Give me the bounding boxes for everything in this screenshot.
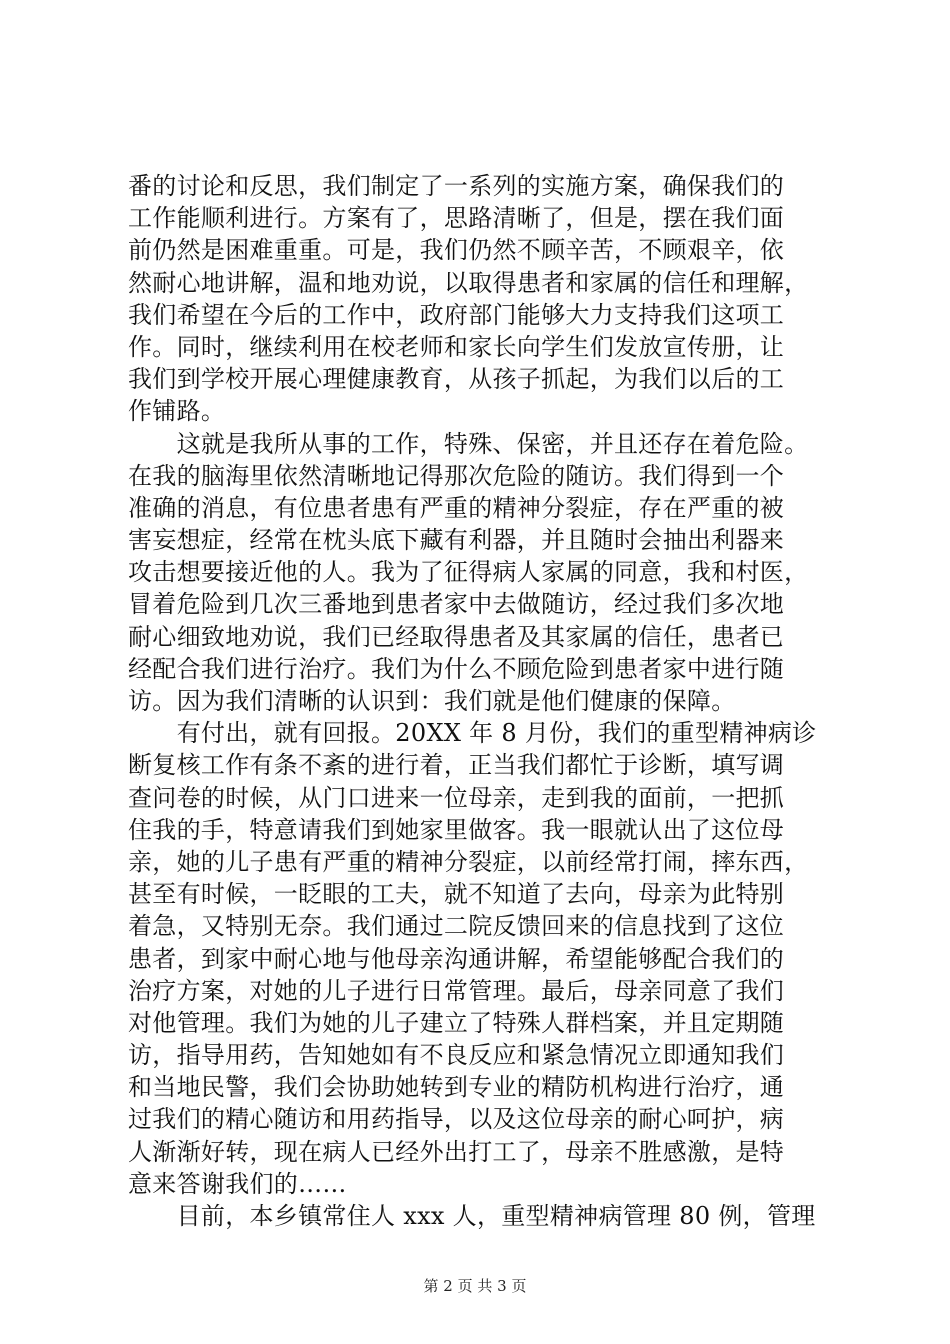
text-line: 人渐渐好转，现在病人已经外出打工了，母亲不胜感激，是特 [128, 1137, 785, 1166]
text-line: 耐心细致地劝说，我们已经取得患者及其家属的信任，患者已 [128, 622, 785, 651]
text-line: 然耐心地讲解，温和地劝说，以取得患者和家属的信任和理解， [128, 268, 809, 297]
text-line: 访，指导用药，告知她如有不良反应和紧急情况立即通知我们 [128, 1041, 785, 1070]
text-line: 攻击想要接近他的人。我为了征得病人家属的同意，我和村医， [128, 558, 809, 587]
text-line: 治疗方案，对她的儿子进行日常管理。最后，母亲同意了我们 [128, 976, 785, 1005]
text-line: 番的讨论和反思，我们制定了一系列的实施方案，确保我们的 [128, 172, 785, 200]
text-line: 亲，她的儿子患有严重的精神分裂症，以前经常打闹，摔东西， [128, 847, 809, 876]
text-line: 前仍然是困难重重。可是，我们仍然不顾辛苦，不顾艰辛，依 [128, 236, 785, 265]
text-line: 准确的消息，有位患者患有严重的精神分裂症，存在严重的被 [128, 493, 785, 522]
text-line: 住我的手，特意请我们到她家里做客。我一眼就认出了这位母 [128, 815, 785, 844]
text-line: 患者，到家中耐心地与他母亲沟通讲解，希望能够配合我们的 [128, 944, 785, 973]
text-line: 我们希望在今后的工作中，政府部门能够大力支持我们这项工 [128, 300, 785, 329]
text-line: 经配合我们进行治疗。我们为什么不顾危险到患者家中进行随 [128, 654, 785, 683]
text-line: 作。同时，继续利用在校老师和家长向学生们发放宣传册，让 [128, 332, 785, 361]
text-line: 着急，又特别无奈。我们通过二院反馈回来的信息找到了这位 [128, 912, 785, 941]
text-line: 目前，本乡镇常住人 xxx 人，重型精神病管理 80 例，管理 [128, 1202, 816, 1230]
text-line: 甚至有时候，一眨眼的工夫，就不知道了去向，母亲为此特别 [128, 880, 785, 909]
text-line: 作铺路。 [128, 397, 226, 426]
text-line: 过我们的精心随访和用药指导，以及这位母亲的耐心呵护，病 [128, 1105, 785, 1134]
text-line: 在我的脑海里依然清晰地记得那次危险的随访。我们得到一个 [128, 461, 785, 490]
text-line: 害妄想症，经常在枕头底下藏有利器，并且随时会抽出利器来 [128, 526, 785, 555]
page-number-footer: 第 2 页 共 3 页 [423, 1277, 527, 1295]
text-line: 意来答谢我们的…… [128, 1169, 347, 1198]
text-line: 访。因为我们清晰的认识到：我们就是他们健康的保障。 [128, 687, 736, 715]
text-line: 查问卷的时候，从门口进来一位母亲，走到我的面前，一把抓 [128, 783, 785, 812]
text-line: 工作能顺利进行。方案有了，思路清晰了，但是，摆在我们面 [128, 204, 785, 233]
text-line: 对他管理。我们为她的儿子建立了特殊人群档案，并且定期随 [128, 1008, 785, 1037]
text-line: 断复核工作有条不紊的进行着，正当我们都忙于诊断，填写调 [128, 751, 785, 780]
text-line: 有付出，就有回报。20XX 年 8 月份，我们的重型精神病诊 [128, 719, 817, 748]
text-line: 和当地民警，我们会协助她转到专业的精防机构进行治疗，通 [128, 1073, 785, 1102]
text-line: 冒着危险到几次三番地到患者家中去做随访，经过我们多次地 [128, 590, 785, 619]
body-text [128, 170, 838, 1232]
text-line: 这就是我所从事的工作，特殊、保密，并且还存在着危险。 [128, 429, 809, 458]
text-line: 我们到学校开展心理健康教育，从孩子抓起，为我们以后的工 [128, 365, 785, 394]
